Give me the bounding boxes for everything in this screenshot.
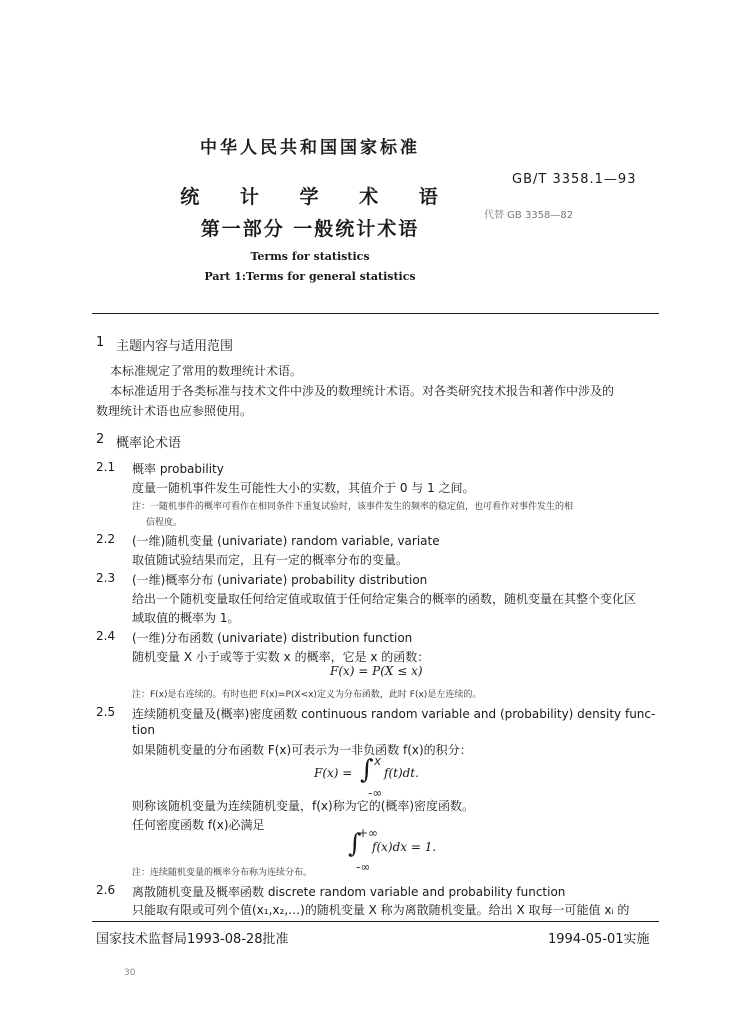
term-2-5-note: 注：连续随机变量的概率分布称为连续分布。: [132, 868, 313, 878]
term-2-4-note: 注：F(x)是右连续的。有时也把 F(x)=P(X<x)定义为分布函数，此时 F(x)是左连续的。: [132, 690, 482, 700]
term-2-1-note-line-2: 信程度。: [146, 518, 183, 528]
term-2-5-definition: 如果随机变量的分布函数 F(x)可表示为一非负函数 f(x)的积分：: [132, 743, 472, 757]
integral-sign: ∫: [360, 755, 374, 785]
header-divider: [92, 313, 659, 314]
term-2-1-note-line-1: 注：一随机事件的概率可看作在相同条件下重复试验时，该事件发生的频率的稳定值，也可看作对事件发生的相: [132, 502, 574, 512]
term-2-4-number: 2.4: [96, 629, 116, 643]
replaced-standard: 代替 GB 3358—82: [484, 210, 574, 221]
term-2-5-formula-rhs: f(t)dt.: [384, 766, 419, 780]
term-2-5-title: 连续随机变量及(概率)密度函数 continuous random variable and (probability) density func-: [132, 707, 656, 721]
term-2-3-definition-line-2: 域取值的概率为 1。: [132, 611, 240, 625]
integral-lower-limit: -∞: [368, 786, 383, 800]
integral-lower-limit: -∞: [356, 860, 371, 874]
issuing-country-heading: 中华人民共和国国家标准: [200, 138, 420, 158]
footer-divider: [92, 921, 659, 922]
document-subtitle-english: Part 1:Terms for general statistics: [204, 270, 416, 283]
section-1-number: 1: [96, 335, 105, 350]
section-2-heading: 概率论术语: [116, 436, 182, 451]
term-2-1-definition: 度量一随机事件发生可能性大小的实数，其值介于 0 与 1 之间。: [132, 481, 475, 495]
term-2-5-explanation: 则称该随机变量为连续随机变量，f(x)称为它的(概率)密度函数。: [132, 799, 475, 813]
document-title-english: Terms for statistics: [250, 250, 370, 263]
term-2-2-title: (一维)随机变量 (univariate) random variable, variate: [132, 534, 440, 548]
document-title: 统 计 学 术 语: [180, 186, 440, 208]
integral-upper-limit: x: [374, 754, 382, 768]
term-2-3-definition-line-1: 给出一个随机变量取任何给定值或取值于任何给定集合的概率的函数，随机变量在其整个变化区: [132, 592, 637, 606]
term-2-3-number: 2.3: [96, 571, 116, 585]
term-2-6-definition: 只能取有限或可列个值(x₁,x₂,…)的随机变量 X 称为离散随机变量。给出 X 取每一可能值 xᵢ 的: [132, 903, 630, 917]
term-2-5-formula-lhs: F(x) =: [314, 766, 353, 780]
term-2-3-title: (一维)概率分布 (univariate) probability distribution: [132, 573, 428, 587]
term-2-6-title: 离散随机变量及概率函数 discrete random variable and probability function: [132, 885, 566, 899]
section-1-heading: 主题内容与适用范围: [116, 339, 234, 354]
term-2-4-title: (一维)分布函数 (univariate) distribution function: [132, 631, 413, 645]
term-2-4-definition: 随机变量 X 小于或等于实数 x 的概率，它是 x 的函数：: [132, 650, 430, 664]
effective-date: 1994-05-01实施: [548, 932, 650, 947]
integral-upper-limit: +∞: [358, 826, 379, 840]
section-1-para-2-line-1: 本标准适用于各类标准与技术文件中涉及的数理统计术语。对各类研究技术报告和著作中涉及的: [110, 384, 615, 398]
integral-sign: ∫: [348, 829, 362, 859]
term-2-2-definition: 取值随试验结果而定，且有一定的概率分布的变量。: [132, 553, 409, 567]
section-1-para-2-line-2: 数理统计术语也应参照使用。: [96, 404, 253, 418]
standard-code: GB/T 3358.1—93: [512, 172, 637, 187]
term-2-4-formula: F(x) = P(X ≤ x): [330, 664, 423, 678]
term-2-2-number: 2.2: [96, 532, 116, 546]
term-2-5-number: 2.5: [96, 705, 116, 719]
section-1-para-1: 本标准规定了常用的数理统计术语。: [110, 364, 303, 378]
term-2-6-number: 2.6: [96, 883, 116, 897]
page-number: 30: [124, 968, 136, 978]
term-2-5-density-condition: 任何密度函数 f(x)必满足: [132, 818, 265, 832]
document-subtitle: 第一部分 一般统计术语: [200, 218, 420, 240]
section-2-number: 2: [96, 432, 105, 447]
term-2-1-number: 2.1: [96, 460, 116, 474]
term-2-5-density-formula: f(x)dx = 1.: [372, 840, 437, 854]
term-2-5-title-continued: tion: [132, 723, 155, 737]
term-2-1-title: 概率 probability: [132, 462, 224, 476]
approval-date: 国家技术监督局1993-08-28批准: [96, 932, 289, 947]
